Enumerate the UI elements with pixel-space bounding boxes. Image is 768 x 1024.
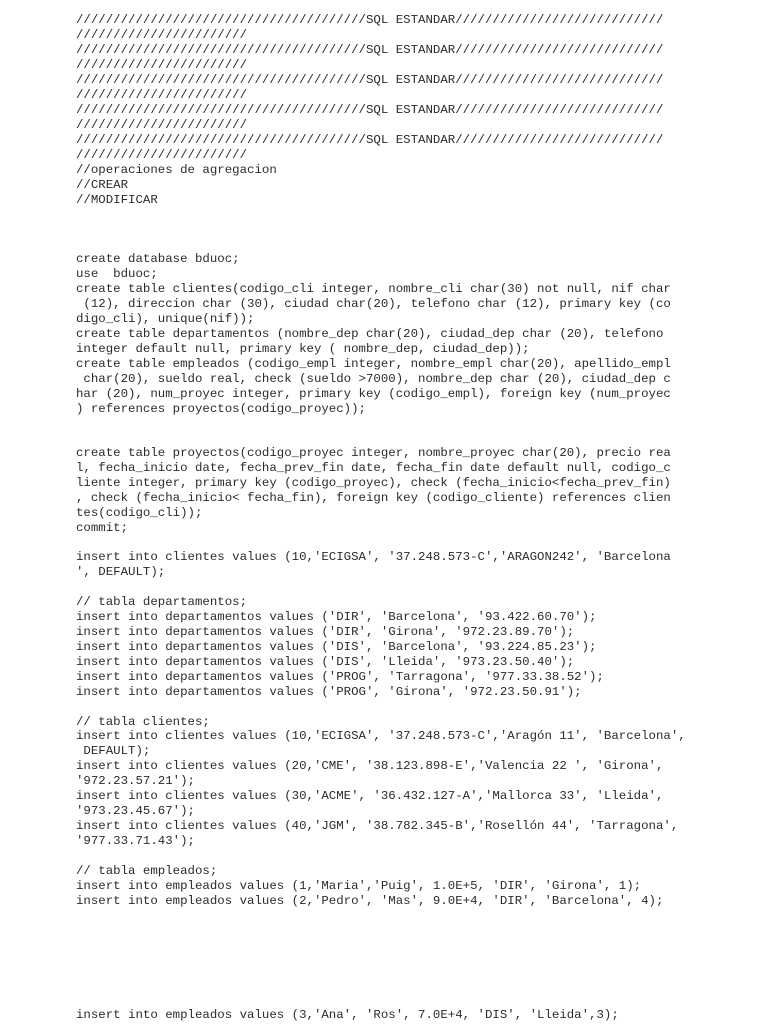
code-line: use bduoc;: [76, 267, 158, 281]
code-line: insert into empleados values (1,'Maria','Puig', 1.0E+5, 'DIR', 'Girona', 1);: [76, 879, 642, 893]
code-line: ///////////////////////////////////////SQL ESTANDAR////////////////////////////: [76, 133, 664, 147]
code-line: create database bduoc;: [76, 252, 240, 266]
code-line: insert into clientes values (10,'ECIGSA', '37.248.573-C','Aragón 11', 'Barcelona',: [76, 729, 686, 743]
code-line: DEFAULT);: [76, 744, 151, 758]
code-line: create table proyectos(codigo_proyec integer, nombre_proyec char(20), precio rea: [76, 446, 671, 460]
code-line: '973.23.45.67');: [76, 804, 195, 818]
code-line: ///////////////////////: [76, 148, 248, 162]
code-line: , check (fecha_inicio< fecha_fin), foreign key (codigo_cliente) references clien: [76, 491, 671, 505]
code-line: ///////////////////////: [76, 88, 248, 102]
code-line: insert into empleados values (3,'Ana', 'Ros', 7.0E+4, 'DIS', 'Lleida',3);: [76, 1008, 619, 1022]
code-line: insert into departamentos values ('PROG', 'Girona', '972.23.50.91');: [76, 685, 582, 699]
code-line: l, fecha_inicio date, fecha_prev_fin date, fecha_fin date default null, codigo_c: [76, 461, 671, 475]
code-line: char(20), sueldo real, check (sueldo >7000), nombre_dep char (20), ciudad_dep c: [76, 372, 671, 386]
code-line: liente integer, primary key (codigo_proyec), check (fecha_inicio<fecha_prev_fin): [76, 476, 671, 490]
code-line: insert into departamentos values ('DIR', 'Girona', '972.23.89.70');: [76, 625, 575, 639]
code-line: ', DEFAULT);: [76, 565, 166, 579]
code-line: insert into departamentos values ('DIS', 'Barcelona', '93.224.85.23');: [76, 640, 597, 654]
comment-line: // tabla empleados;: [76, 864, 218, 878]
code-line: insert into departamentos values ('PROG', 'Tarragona', '977.33.38.52');: [76, 670, 604, 684]
comment-line: // tabla clientes;: [76, 715, 210, 729]
code-line: insert into clientes values (10,'ECIGSA', '37.248.573-C','ARAGON242', 'Barcelona: [76, 550, 671, 564]
code-line: ///////////////////////: [76, 118, 248, 132]
code-line: insert into departamentos values ('DIS', 'Lleida', '973.23.50.40');: [76, 655, 575, 669]
code-line: insert into clientes values (40,'JGM', '38.782.345-B','Rosellón 44', 'Tarragona',: [76, 819, 679, 833]
code-line: ///////////////////////////////////////SQL ESTANDAR////////////////////////////: [76, 13, 664, 27]
code-line: '972.23.57.21');: [76, 774, 195, 788]
comment-line: //MODIFICAR: [76, 193, 158, 207]
code-line: commit;: [76, 521, 129, 535]
code-line: tes(codigo_cli));: [76, 506, 203, 520]
code-line: insert into empleados values (2,'Pedro', 'Mas', 9.0E+4, 'DIR', 'Barcelona', 4);: [76, 894, 664, 908]
code-line: ///////////////////////: [76, 58, 248, 72]
code-line: insert into clientes values (20,'CME', '38.123.898-E','Valencia 22 ', 'Girona',: [76, 759, 664, 773]
code-line: (12), direccion char (30), ciudad char(20), telefono char (12), primary key (co: [76, 297, 671, 311]
code-line: '977.33.71.43');: [76, 834, 195, 848]
code-line: create table empleados (codigo_empl integer, nombre_empl char(20), apellido_empl: [76, 357, 671, 371]
code-line: create table departamentos (nombre_dep char(20), ciudad_dep char (20), telefono: [76, 327, 664, 341]
code-line: ///////////////////////////////////////SQL ESTANDAR////////////////////////////: [76, 43, 664, 57]
code-line: integer default null, primary key ( nombre_dep, ciudad_dep));: [76, 342, 530, 356]
code-line: ///////////////////////: [76, 28, 248, 42]
code-line: create table clientes(codigo_cli integer, nombre_cli char(30) not null, nif char: [76, 282, 671, 296]
code-line: digo_cli), unique(nif));: [76, 312, 255, 326]
comment-line: //operaciones de agregacion: [76, 163, 277, 177]
comment-line: //CREAR: [76, 178, 129, 192]
code-line: ///////////////////////////////////////SQL ESTANDAR////////////////////////////: [76, 73, 664, 87]
code-line: har (20), num_proyec integer, primary key (codigo_empl), foreign key (num_proyec: [76, 387, 671, 401]
comment-line: // tabla departamentos;: [76, 595, 248, 609]
code-line: ///////////////////////////////////////SQL ESTANDAR////////////////////////////: [76, 103, 664, 117]
code-line: insert into clientes values (30,'ACME', '36.432.127-A','Mallorca 33', 'Lleida',: [76, 789, 664, 803]
code-line: insert into departamentos values ('DIR', 'Barcelona', '93.422.60.70');: [76, 610, 597, 624]
code-line: ) references proyectos(codigo_proyec));: [76, 402, 366, 416]
